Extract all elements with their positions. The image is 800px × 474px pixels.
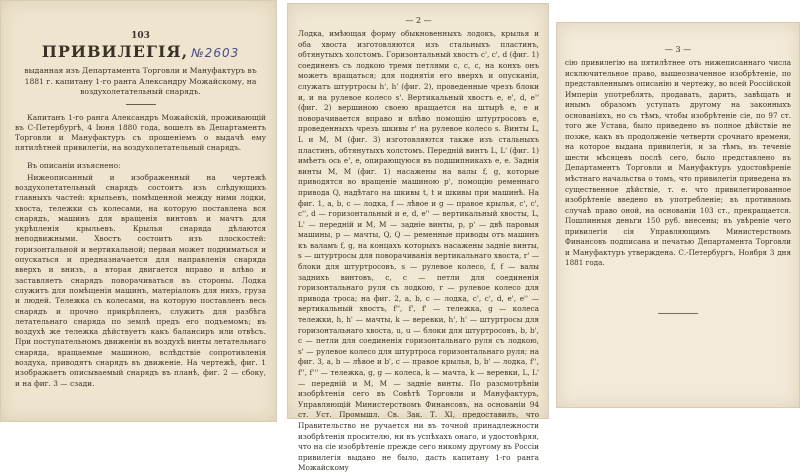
- document-page-1: [0, 0, 277, 422]
- intro-paragraph: Капитанъ 1-го ранга Александръ Можайскій, проживающій въ С-Петербургѣ, 4 Іюня 1880 года, вошелъ въ Департаментъ Торговли и Мануфактуръ съ прошеніемъ о выдачѣ ему пятилѣтней привилегіи, на воздухолетательный снарядъ.: [15, 112, 266, 153]
- divider: [658, 313, 698, 314]
- document-page-3: [556, 22, 800, 408]
- page-number: — 2 —: [405, 16, 432, 25]
- page-number: — 3 —: [664, 45, 692, 54]
- title-text: ПРИВИЛЕГІЯ,: [41, 42, 189, 61]
- handwritten-number: №2603: [191, 46, 240, 60]
- section-header: Въ описаніи изъяснено:: [27, 160, 121, 170]
- body-paragraph: сію привилегію на пятилѣтнее отъ нижеписаннаго числа исключительное право, вышеозначенное изобрѣтеніе, по представленнымъ описанію и чертежу, во всей Россійской Имперіи употреблять, продавать, дарить, завѣщать и инымъ образомъ уступать другому на законныхъ основаніяхъ, но съ тѣмъ, чтобы изобрѣтеніе сіе, по 97 ст. того же Устава, было приведено въ полное дѣйствіе не позже, какъ въ продолженіе четверти срочнаго времени, на которое выдана привилегія, и за тѣмъ, въ теченіе шести мѣсяцевъ послѣ сего, было представлено въ Департаментъ Торговли и Мануфактуръ удостовѣреніе мѣстнаго начальства о томъ, что привилегія приведена въ существенное дѣйствіе, т. е. что привилегированное изобрѣтеніе введено въ употребленіе; въ противномъ случаѣ право оной, на основаніи 103 ст., прекращается. Пошлинныя деньги 150 руб. внесены; въ увѣреніе чего привилегія сія Управляющимъ Министерствомъ Финансовъ подписана и печатью Департамента Торговли и Мануфактуръ утверждена. С.-Петербургъ, Ноября 3 дня 1881 года.: [565, 58, 791, 268]
- body-paragraph: Лодка, имѣющая форму обыкновенныхъ лодокъ, крылья и оба хвоста изготовляются изъ стальныхъ пластинъ, обтянутыхъ холстомъ. Горизонтальный хвостъ с', с', d (фиг. 1) соединенъ съ лодкою тремя петлями с, с, с, на конхъ онъ можетъ вращаться; для поднятія его вверхъ и опусканія, служатъ штуртросы h', h' (фиг. 2), проведенные чрезъ блоки и, и на рулевое колесо s'. Вертикальный хвостъ е, е', d, е'' (фиг. 2) вершиною своею вращается на штырѣ е, е и поворачивается вправо и влѣво помощію штуртросовъ е, проведенныхъ чрезъ шкивы r' на рулевое колесо s. Винты L, L и M, M (фиг. 3) изготовляются также изъ стальныхъ пластинъ, обтянутыхъ холстомъ. Передній винтъ L, L' (фиг. 1) имѣетъ ось е', е, опирающуюся въ подшипникахъ е, е. Заднія винты M, M (фиг. 1) насажены на валы f, g, которые приводятся во вращеніе машиною р', помощію ременнаго привода Q, надѣтаго на шкивы t, t и шкивы при машинѣ. На фиг. 1, a, b, c — лодка, f — лѣвое и g — правое крылья, с', с', с'', d — горизонтальный и е, d, е'' — вертикальный хвосты, L, L' — передній и M, M — задніе винты, p, p' — двѣ паровыя машины, р — мачты, Q, Q — ременные приводы отъ машинъ къ валамъ f, g, на концахъ которыхъ насажены задніе винты, s — штуртросы для поворачиванія вертикальнаго хвоста, r' — блоки для штуртросовъ, s — рулевое колесо, f, f — валы заднихъ винтовъ, с, с — петли для соединенія горизонтальнаго руля съ лодкою, r — рулевое колесо для привода троса; на фиг. 2, a, b, c — лодка, с', с', d, е', е'' — вертикальный хвостъ, f'', f', f' — тележка, g — колеса тележки, h, h' — мачты, k — веревки, h', h' — штуртросы для горизонтальнаго хвоста, u, u — блоки для штуртросовъ, b, b', с — петли для соединенія горизонтальнаго руля съ лодкою, s' — рулевое колесо для штуртроса горизонтальнаго руля; на фиг. 3, a, b — лѣвое и b', c — правое крылья, b, b' — лодка, f'', f'', f''' — тележка, g, g — колеса, k — мачта, k — веревки, L, L' — передній и M, M — задніе винты. По разсмотрѣніи изобрѣтенія сего въ Совѣтѣ Торговли и Мануфактуръ, Управляющій Министерствомъ Финансовъ, на основаніи 94 ст. Уст. Промышл. Св. Зак. Т. XI, предоставилъ, что Правительство не ручается ни въ точной принадлежности изобрѣтенія просителю, ни въ успѣхахъ онаго, и удостовѣряя, что на сіе изобрѣтеніе прежде сего никому другому въ Россіи привилегія выдано не было, дасть капитану 1-го ранга Можайскому: [298, 29, 539, 473]
- page-number: 103: [131, 31, 150, 41]
- document-page-2: [287, 3, 549, 473]
- divider: [126, 104, 156, 105]
- body-paragraph: Нижеописанный и изображенный на чертежѣ воздухолетательный снарядъ состоитъ изъ слѣдующихъ главныхъ частей: крыльевъ, помѣщенной между ними лодки, хвоста, тележки съ колесами, на которую поставлена вся снарядъ, машинъ для вращенія винтовъ и мачтъ для укрѣпленія крыльевъ. Крылья снаряда дѣлаются неподвижными. Хвостъ состоитъ изъ плоскостей: горизонтальной и вертикальной; первая может подниматься и опускаться и предназначается для направленія снаряда вверхъ и внизъ, а вторая двигается вправо и влѣво и заставляетъ снарядъ поворачиваться въ стороны. Лодка служитъ для помѣщенія машинъ, матеріаловъ для нихъ, груза и людей. Тележка съ колесами, на которую поставленъ весь снарядъ и прочно прикрѣпленъ, служитъ для разбѣга летательнаго снаряда по землѣ предъ его подъемомъ; въ воздухѣ же тележка дѣйствуетъ какъ балансиръ или отвѣсъ. При поступательномъ движеніи въ воздухѣ винты летательнаго снаряда, вращаемые машиною, вслѣдствіе сопротивленія воздуха, приводятъ снарядъ въ движеніе. На чертежѣ, фиг. 1 изображаетъ описываемый снарядъ въ планѣ, фиг. 2 — сбоку, и на фиг. 3 — сзади.: [15, 172, 266, 388]
- document-subtitle: выданная изъ Департамента Торговли и Мануфактуръ въ 1881 г. капитану 1-го ранга Александру Можайскому, на воздухолетательный снарядъ.: [24, 66, 257, 96]
- document-title: [15, 42, 266, 61]
